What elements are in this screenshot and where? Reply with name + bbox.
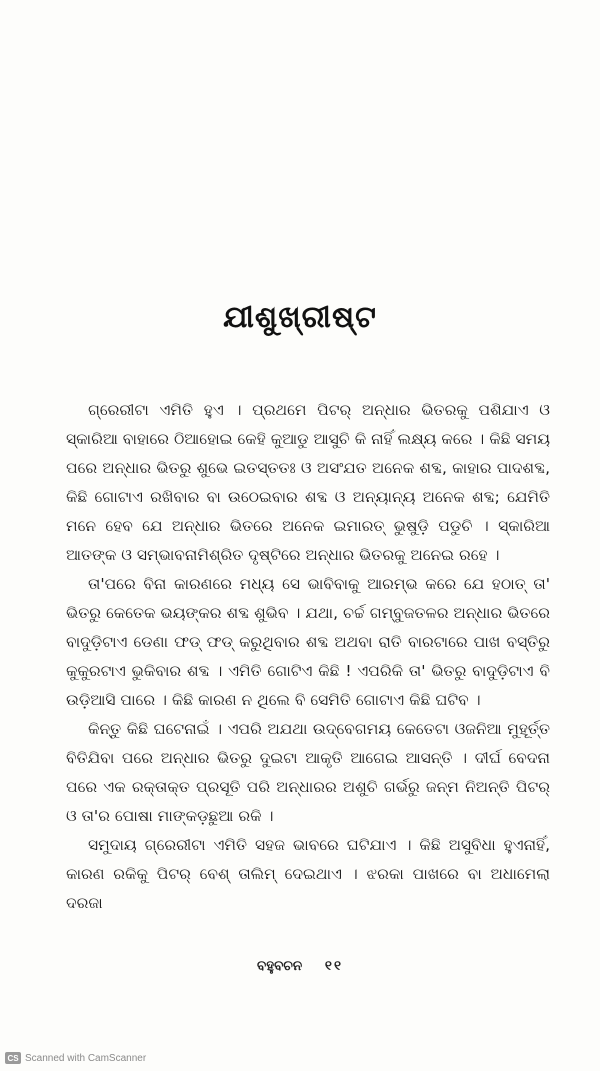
paragraph: ସମୁଦାୟ ଗ୍ରେରୀଟା ଏମିତି ସହଜ ଭାବରେ ଘଟିଯାଏ । କିଛି ଅସୁବିଧା ହୁଏନାହିଁ, କାରଣ ରକିକୁ ପିଟର୍ ବେଶ୍ ତାଲିମ୍ ଦେଇଥାଏ । ଝରକା ପାଖରେ ବା ଅଧାମେଲା ଦରଜା: [66, 836, 550, 912]
paragraph: ଗ୍ରେରୀଟା ଏମିତି ହୁଏ । ପ୍ରଥମେ ପିଟର୍ ଅନ୍ଧାର ଭିତରକୁ ପଶିଯାଏ ଓ ସ୍କାରିଆ ବାହାରେ ଠିଆହୋଇ କେହି କୁଆଡୁ ଆସୁଚି କି ନାହିଁ ଲକ୍ଷ୍ୟ କରେ । କିଛି ସମୟ ପରେ ଅନ୍ଧାର ଭିତରୁ ଶୁଭେ ଇତସ୍ତତଃ ଓ ଅସଂଯତ ଅନେକ ଶବ୍ଦ, କାହାର ପାଦଶବ୍ଦ, କିଛି ଗୋଟାଏ ରଖିବାର ବା ଉଠେଇବାର ଶବ୍ଦ ଓ ଅନ୍ୟାନ୍ୟ ଅନେକ ଶବ୍ଦ; ଯେମିତି ମନେ ହେବ ଯେ ଅନ୍ଧାର ଭିତରେ ଅନେକ ଇମାରତ୍ ଭୁଷୁଡ଼ି ପଡୁଚି । ସ୍କାରିଆ ଆତଙ୍କ ଓ ସମ୍ଭାବନାମିଶ୍ରିତ ଦୃଷ୍ଟିରେ ଅନ୍ଧାର ଭିତରକୁ ଅନେଇ ରହେ ।: [66, 401, 550, 564]
chapter-title: ଯୀଶୁଖ୍ରୀଷ୍ଟ: [223, 300, 377, 335]
camscanner-logo-icon: CS: [5, 1052, 21, 1064]
footer-book-title: ବହୁବଚନ: [257, 958, 303, 974]
paragraph: କିନ୍ତୁ କିଛି ଘଟେନାଇଁ । ଏପରି ଅଯଥା ଉଦ୍ବେଗମୟ କେତେଟା ଓଜନିଆ ମୁହୂର୍ତ୍ତ ବିତିଯିବା ପରେ ଅନ୍ଧାର ଭିତରୁ ଦୁଇଟା ଆକୃତି ଆଗେଇ ଆସନ୍ତି । ଦୀର୍ଘ ବେଦନା ପରେ ଏକ ରକ୍ତାକ୍ତ ପ୍ରସୂତି ପରି ଅନ୍ଧାରର ଅଶୁଚି ଗର୍ଭରୁ ଜନ୍ମ ନିଅନ୍ତି ପିଟର୍ ଓ ତା'ର ପୋଷା ମାଙ୍କଡ଼ଛୁଆ ରକି ।: [66, 720, 550, 825]
paragraph: ତା'ପରେ ବିନା କାରଣରେ ମଧ୍ୟ ସେ ଭାବିବାକୁ ଆରମ୍ଭ କରେ ଯେ ହଠାତ୍ ତା' ଭିତରୁ କେତେକ ଭୟଙ୍କର ଶବ୍ଦ ଶୁଭିବ । ଯଥା, ଚର୍ଚ୍ଚ ଗମ୍ବୁଜତଳର ଅନ୍ଧାର ଭିତରେ ବାଦୁଡ଼ିଟାଏ ଡେଣା ଫଡ୍ ଫଡ୍ କରୁଥିବାର ଶବ୍ଦ ଅଥବା ରାତି ବାରଟାରେ ପାଖ ବସ୍ତିରୁ କୁକୁରଟାଏ ଭୁକିବାର ଶବ୍ଦ । ଏମିତି ଗୋଟିଏ କିଛି ! ଏପରିକି ତା' ଭିତରୁ ବାଦୁଡ଼ିଟାଏ ବି ଉଡ଼ିଆସି ପାରେ । କିଛି କାରଣ ନ ଥିଲେ ବି ସେମିତି ଗୋଟାଏ କିଛି ଘଟିବ ।: [66, 575, 550, 709]
scanner-watermark: [5, 1050, 146, 1066]
page-footer: [0, 958, 600, 974]
scanner-watermark-text: Scanned with CamScanner: [25, 1052, 147, 1064]
page-number: ୧୧: [324, 958, 343, 974]
body-text: [66, 396, 550, 918]
